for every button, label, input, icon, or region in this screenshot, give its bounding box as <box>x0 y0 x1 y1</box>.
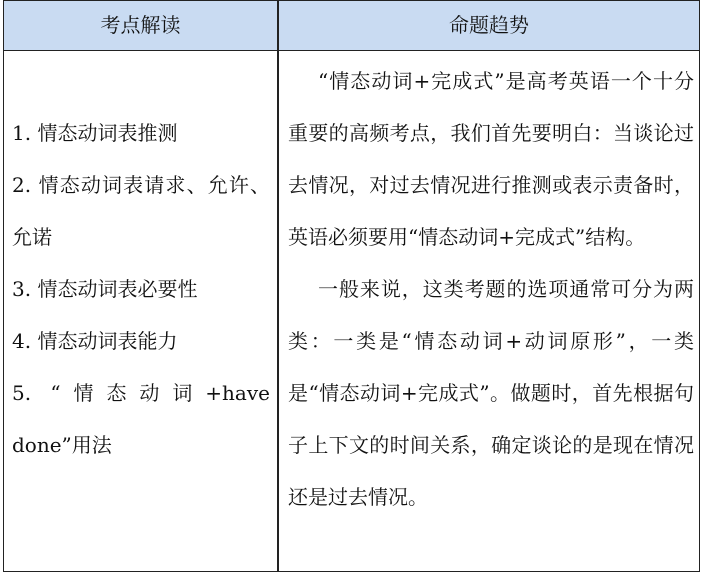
list-item: 1. 情态动词表推测 <box>12 121 178 145</box>
paragraph: “情态动词+完成式”是高考英语一个十分重要的高频考点，我们首先要明白：当谈论过去情况，对过去情况进行推测或表示责备时，英语必须要用“情态动词+完成式”结构。 <box>288 69 694 249</box>
list-item: 4. 情态动词表能力 <box>12 329 178 353</box>
table-header-row <box>4 1 699 51</box>
exam-points-list <box>12 107 270 471</box>
list-item: 2. 情态动词表请求、允许、允诺 <box>12 173 270 249</box>
header-question-trends: 命题趋势 <box>449 13 529 37</box>
column-divider <box>277 1 279 571</box>
paragraph: 一般来说，这类考题的选项通常可分为两类：一类是“情态动词+动词原形”，一类是“情态动词+完成式”。做题时，首先根据句子上下文的时间关系，确定谈论的是现在情况还是过去情况。 <box>288 277 694 509</box>
header-exam-points: 考点解读 <box>100 13 181 37</box>
question-trends-text <box>288 55 694 523</box>
content-table <box>3 0 700 572</box>
list-item: 3. 情态动词表必要性 <box>12 277 198 301</box>
list-item: 5. “情态动词+have done”用法 <box>12 381 270 457</box>
